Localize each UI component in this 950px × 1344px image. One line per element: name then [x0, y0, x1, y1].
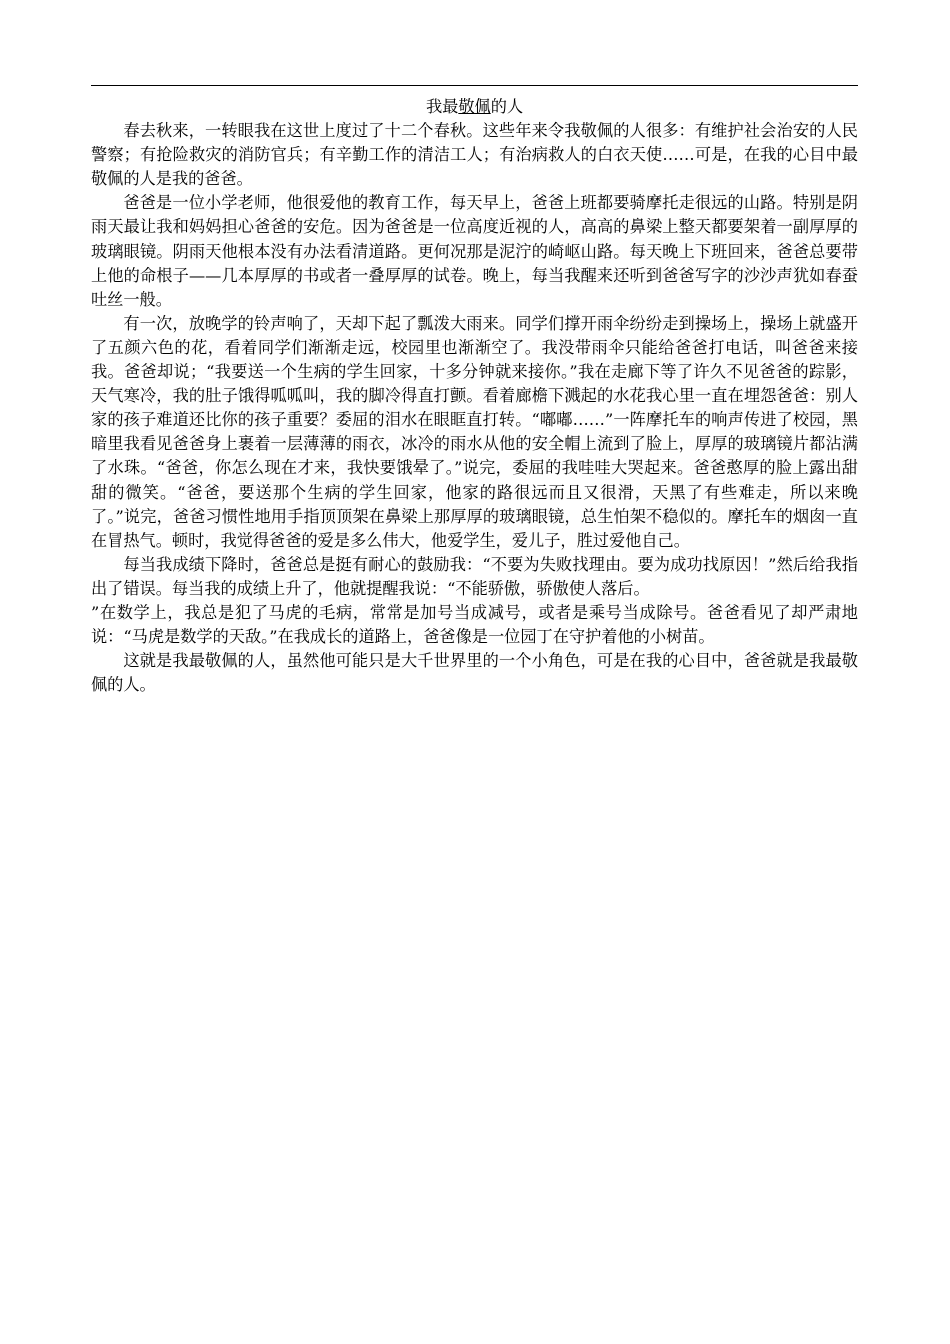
paragraph-2: 爸爸是一位小学老师，他很爱他的教育工作，每天早上，爸爸上班都要骑摩托走很远的山路。特别是阴雨天最让我和妈妈担心爸爸的安危。因为爸爸是一位高度近视的人，高高的鼻梁上整天都要架着一副厚厚的玻璃眼镜。阴雨天他根本没有办法看清道路。更何况那是泥泞的崎岖山路。每天晚上下班回来，爸爸总要带上他的命根子——几本厚厚的书或者一叠厚厚的试卷。晚上，每当我醒来还听到爸爸写字的沙沙声犹如春蚕吐丝一般。	[91, 193, 858, 309]
paragraph-1: 春去秋来，一转眼我在这世上度过了十二个春秋。这些年来令我敬佩的人很多：有维护社会治安的人民警察；有抢险救灾的消防官兵；有辛勤工作的清洁工人；有治病救人的白衣天使……可是，在我的心目中最敬佩的人是我的爸爸。	[91, 121, 858, 189]
paragraph-6: 这就是我最敬佩的人，虽然他可能只是大千世界里的一个小角色，可是在我的心目中，爸爸就是我最敬佩的人。	[91, 651, 858, 695]
paragraph-4: 每当我成绩下降时，爸爸总是挺有耐心的鼓励我：“不要为失败找理由。要为成功找原因！”然后给我指出了错误。每当我的成绩上升了，他就提醒我说：“不能骄傲，骄傲使人落后。	[91, 554, 858, 598]
paragraph-5: ”在数学上，我总是犯了马虎的毛病，常常是加号当成减号，或者是乘号当成除号。爸爸看见了却严肃地说：“马虎是数学的天敌。”在我成长的道路上，爸爸像是一位园丁在守护着他的小树苗。	[91, 602, 858, 647]
document-body	[91, 95, 858, 697]
title-underlined-word: 敬佩	[458, 97, 491, 116]
header-rule	[91, 85, 858, 86]
title-suffix: 的人	[490, 97, 524, 116]
title-prefix: 我最	[425, 97, 459, 116]
document-title	[91, 95, 858, 119]
paragraph-3: 有一次，放晚学的铃声响了，天却下起了瓢泼大雨来。同学们撑开雨伞纷纷走到操场上，操场上就盛开了五颜六色的花，看着同学们渐渐走远，校园里也渐渐空了。我没带雨伞只能给爸爸打电话，叫爸爸来接我。爸爸却说；“我要送一个生病的学生回家，十多分钟就来接你。”我在走廊下等了许久不见爸爸的踪影，天气寒冷，我的肚子饿得呱呱叫，我的脚冷得直打颤。看着廊檐下溅起的水花我心里一直在埋怨爸爸：别人家的孩子难道还比你的孩子重要？委屈的泪水在眼眶直打转。“嘟嘟……”一阵摩托车的响声传进了校园，黑暗里我看见爸爸身上裹着一层薄薄的雨衣，冰冷的雨水从他的安全帽上流到了脸上，厚厚的玻璃镜片都沾满了水珠。“爸爸，你怎么现在才来，我快要饿晕了。”说完，委屈的我哇哇大哭起来。爸爸憨厚的脸上露出甜甜的微笑。“爸爸，要送那个生病的学生回家，他家的路很远而且又很滑，天黑了有些难走，所以来晚了。”说完，爸爸习惯性地用手指顶顶架在鼻梁上那厚厚的玻璃眼镜，总生怕架不稳似的。摩托车的烟囱一直在冒热气。顿时，我觉得爸爸的爱是多么伟大，他爱学生，爱儿子，胜过爱他自己。	[91, 313, 858, 550]
